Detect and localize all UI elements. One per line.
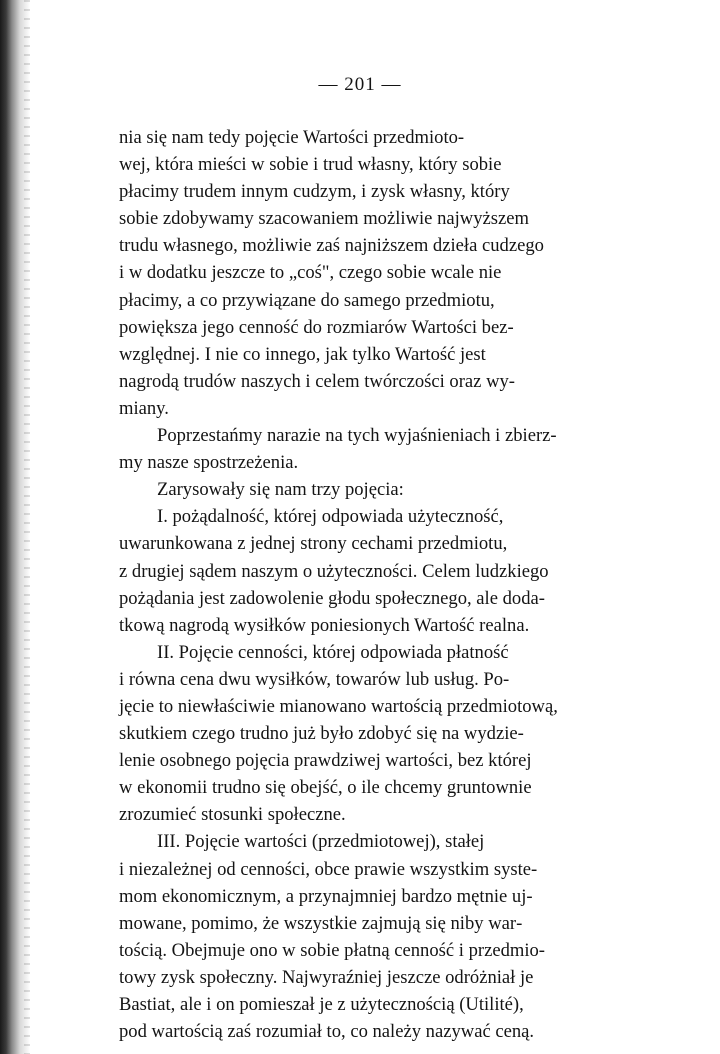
text-line: nia się nam tedy pojęcie Wartości przedmioto‑ [119, 127, 465, 148]
text-line: sobie zdobywamy szacowaniem możliwie najwyższem [119, 208, 529, 230]
text-line: mom ekonomicznym, a przynajmniej bardzo mętnie uj‑ [119, 885, 533, 907]
text-line: my nasze spostrzeżenia. [119, 452, 299, 474]
text-line: Bastiat, ale i on pomieszał je z użytecznością (Utilité), [119, 994, 524, 1015]
numbered-item-line: I. pożądalność, której odpowiada użyteczność, [157, 506, 504, 528]
text-line: pożądania jest zadowolenie głodu społecznego, ale doda‑ [119, 587, 545, 609]
text-line: powiększa jego cenność do rozmiarów Wartości bez‑ [119, 316, 514, 338]
text-line: z drugiej sądem naszym o użyteczności. Celem ludzkiego [119, 560, 549, 582]
text-line: nagrodą trudów naszych i celem twórczości oraz wy‑ [119, 370, 515, 392]
text-line: pod wartością zaś rozumiał to, co należy nazywać ceną. [119, 1021, 535, 1043]
text-line: tością. Obejmuje ono w sobie płatną cenność i przedmio‑ [119, 939, 545, 961]
text-line: zrozumieć stosunki społeczne. [119, 804, 346, 826]
text-line: płacimy trudem innym cudzym, i zysk własny, który [119, 181, 510, 203]
page-number: — 201 — [318, 74, 402, 95]
text-line: towy zysk społeczny. Najwyraźniej jeszcze odróżniał je [119, 966, 534, 988]
text-line: miany. [119, 397, 169, 419]
text-line: lenie osobnego pojęcia prawdziwej wartości, bez której [119, 750, 532, 772]
text-line: w ekonomii trudno się obejść, o ile chcemy gruntownie [119, 777, 532, 799]
text-line: uwarunkowana z jednej strony cechami przedmiotu, [119, 533, 508, 555]
paragraph-start-line: Zarysowały się nam trzy pojęcia: [157, 479, 404, 501]
paragraph-start-line: Poprzestańmy narazie na tych wyjaśnieniach i zbierz‑ [157, 425, 557, 447]
text-line: mowane, pomimo, że wszystkie zajmują się niby war‑ [119, 912, 523, 934]
page-binding-texture [24, 0, 30, 1054]
text-line: i równa cena dwu wysiłków, towarów lub usług. Po‑ [119, 668, 510, 690]
body-text [119, 124, 639, 1045]
text-line: wej, która mieści w sobie i trud własny, który sobie [119, 154, 502, 176]
text-line: płacimy, a co przywiązane do samego przedmiotu, [119, 289, 495, 311]
text-line: i niezależnej od cenności, obce prawie wszystkim syste‑ [119, 858, 538, 880]
text-line: jęcie to niewłaściwie mianowano wartością przedmiotową, [119, 695, 558, 717]
text-line: trudu własnego, możliwie zaś najniższem dzieła cudzego [119, 235, 544, 257]
text-line: względnej. I nie co innego, jak tylko Wartość jest [119, 343, 486, 365]
numbered-item-line: II. Pojęcie cenności, której odpowiada płatność [157, 641, 509, 663]
numbered-item-line: III. Pojęcie wartości (przedmiotowej), stałej [157, 831, 485, 853]
text-line: skutkiem czego trudno już było zdobyć się na wydzie‑ [119, 723, 524, 745]
text-line: tkową nagrodą wysiłków poniesionych Wartość realna. [119, 614, 530, 636]
text-line: i w dodatku jeszcze to „coś", czego sobie wcale nie [119, 262, 502, 284]
